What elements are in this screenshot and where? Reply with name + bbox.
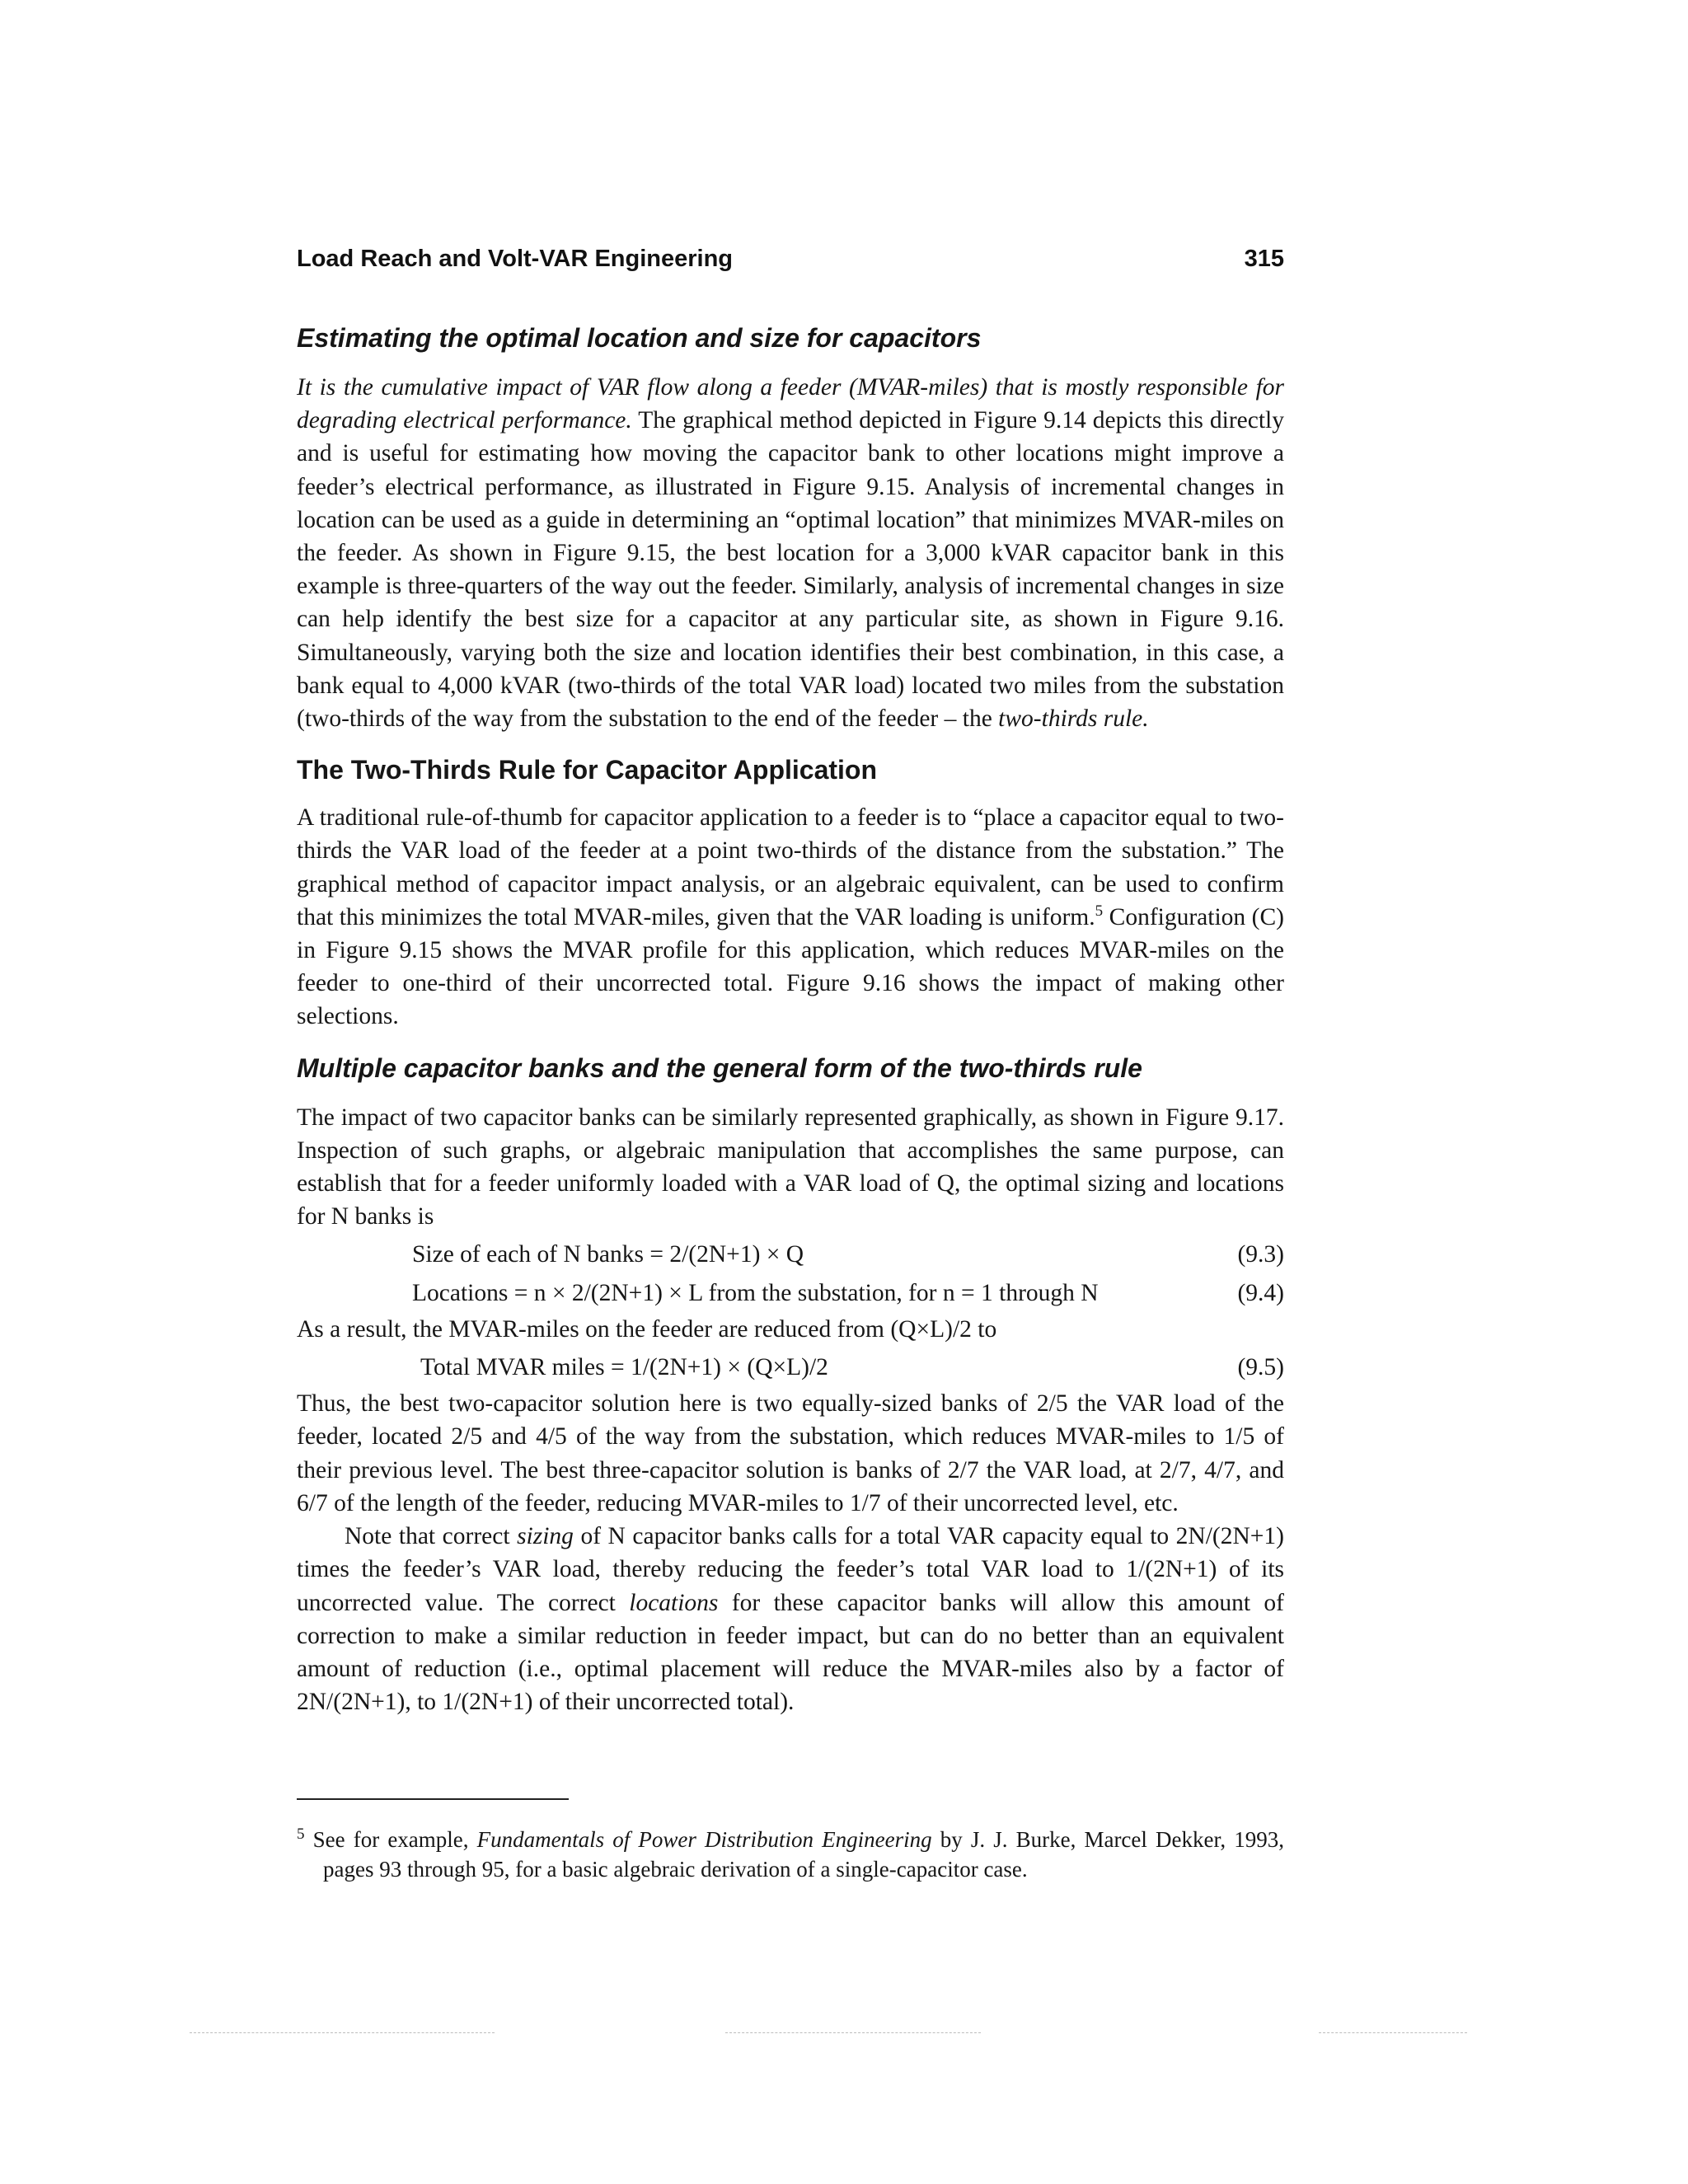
scan-artifact-line [1319, 2032, 1467, 2033]
paragraph-text: Configuration (C) in Figure 9.15 shows the MVAR profile for this application, which reduces MVAR-miles on the feeder to one-third of their uncorrected total. Figure 9.16 shows the impact of making other selections. [297, 903, 1284, 1030]
footnote-text [297, 1825, 1285, 1884]
paragraph-text: Note that correct [345, 1523, 518, 1550]
footnote-marker: 5 [297, 1825, 305, 1843]
section-heading-optimal-location: Estimating the optimal location and size for capacitors [297, 323, 982, 353]
page-number: 315 [1244, 246, 1284, 272]
equation-expression: Locations = n × 2/(2N+1) × L from the substation, for n = 1 through N [412, 1279, 1099, 1306]
paragraph-text: The graphical method depicted in Figure 9.14 depicts this directly and is useful for estimating how moving the capacitor bank to other locations might improve a feeder’s electrical performance, as illustrated in Figure 9.15. Analysis of incremental changes in location can be used as a guide in determining an “optimal location” that minimizes MVAR-miles on the feeder. As shown in Figure 9.15, the best location for a 3,000 kVAR capacitor bank in this example is three-quarters of the way out the feeder. Similarly, analysis of incremental changes in size can help identify the best size for a capacitor at any particular site, as shown in Figure 9.16. Simultaneously, varying both the size and location identifies their best combination, in this case, a bank equal to 4,000 kVAR (two-thirds of the total VAR load) located two miles from the substation (two-thirds of the way from the substation to the end of the feeder – the [297, 407, 1285, 733]
footnote-reference[interactable]: 5 [1095, 902, 1104, 921]
footnote-text-part: by J. J. Burke, Marcel Dekker, 1993, pages 93 through 95, for a basic algebraic derivation of a single-capacitor case. [323, 1827, 1285, 1882]
paragraph-text: of N capacitor banks calls for a total VAR capacity equal to 2N/(2N+1) times the feeder’s VAR load, thereby reducing the feeder’s total VAR load to 1/(2N+1) of its uncorrected value. The correct [297, 1523, 1285, 1616]
section-heading-multiple-banks: Multiple capacitor banks and the general form of the two-thirds rule [297, 1052, 1142, 1083]
section-heading-two-thirds-rule: The Two-Thirds Rule for Capacitor Application [297, 755, 878, 785]
equation-expression: Total MVAR miles = 1/(2N+1) × (Q×L)/2 [420, 1354, 828, 1381]
emphasis-text: sizing [517, 1523, 574, 1550]
equation-9-5 [297, 1351, 1284, 1384]
paragraph-two-thirds-rule [297, 801, 1284, 1033]
scan-artifact-line [190, 2032, 495, 2033]
paragraph-correct-sizing [297, 1520, 1284, 1718]
paragraph-result: As a result, the MVAR-miles on the feeder are reduced from (Q×L)/2 to [297, 1315, 997, 1343]
paragraph-text: A traditional rule-of-thumb for capacitor application to a feeder is to “place a capacitor equal to two-thirds the VAR load of the feeder at a point two-thirds of the distance from the substation.” The graphical method of capacitor impact analysis, or an algebraic equivalent, can be used to confirm that this minimizes the total MVAR-miles, given that the VAR loading is uniform. [297, 804, 1284, 930]
equation-9-3 [297, 1238, 1284, 1271]
footnote-divider [297, 1798, 569, 1800]
body-text [297, 321, 1284, 1718]
paragraph-two-capacitor-solution: Thus, the best two-capacitor solution here is two equally-sized banks of 2/5 the VAR load of the feeder, located 2/5 and 4/5 of the way from the substation, which reduces MVAR-miles to 1/5 of their previous level. The best three-capacitor solution is banks of 2/7 the VAR load, at 2/7, 4/7, and 6/7 of the length of the feeder, reducing MVAR-miles to 1/7 of their uncorrected level, etc. [297, 1390, 1284, 1516]
emphasis-text: It is the cumulative impact of VAR flow along a feeder (MVAR-miles) that is mostly responsible for degrading electrical performance. [297, 374, 1284, 434]
footnote-body [297, 1825, 1284, 1884]
emphasis-text: two-thirds rule. [998, 705, 1149, 733]
scan-artifact-line [725, 2032, 981, 2033]
running-header-title: Load Reach and Volt-VAR Engineering [297, 246, 734, 272]
footnote-text-part: See for example, [304, 1827, 477, 1852]
book-title: Fundamentals of Power Distribution Engineering [476, 1827, 932, 1852]
equation-number: (9.3) [1237, 1241, 1284, 1268]
emphasis-text: locations [629, 1589, 719, 1616]
equation-number: (9.5) [1237, 1354, 1284, 1381]
equation-expression: Size of each of N banks = 2/(2N+1) × Q [412, 1241, 804, 1268]
footnote [297, 1825, 1284, 1884]
paragraph-multiple-banks-intro: The impact of two capacitor banks can be similarly represented graphically, as shown in Figure 9.17. Inspection of such graphs, or algebraic manipulation that accomplishes the same purpose, can establish that for a feeder uniformly loaded with a VAR load of Q, the optimal sizing and locations for N banks is [297, 1104, 1284, 1230]
paragraph-optimal-location [297, 371, 1284, 735]
equation-9-4 [297, 1277, 1284, 1310]
paragraph-text: for these capacitor banks will allow this amount of correction to make a similar reduction in feeder impact, but can do no better than an equivalent amount of reduction (i.e., optimal placement will reduce the MVAR-miles also by a factor of 2N/(2N+1), to 1/(2N+1) of their uncorrected total). [297, 1589, 1284, 1716]
equation-number: (9.4) [1237, 1279, 1284, 1306]
